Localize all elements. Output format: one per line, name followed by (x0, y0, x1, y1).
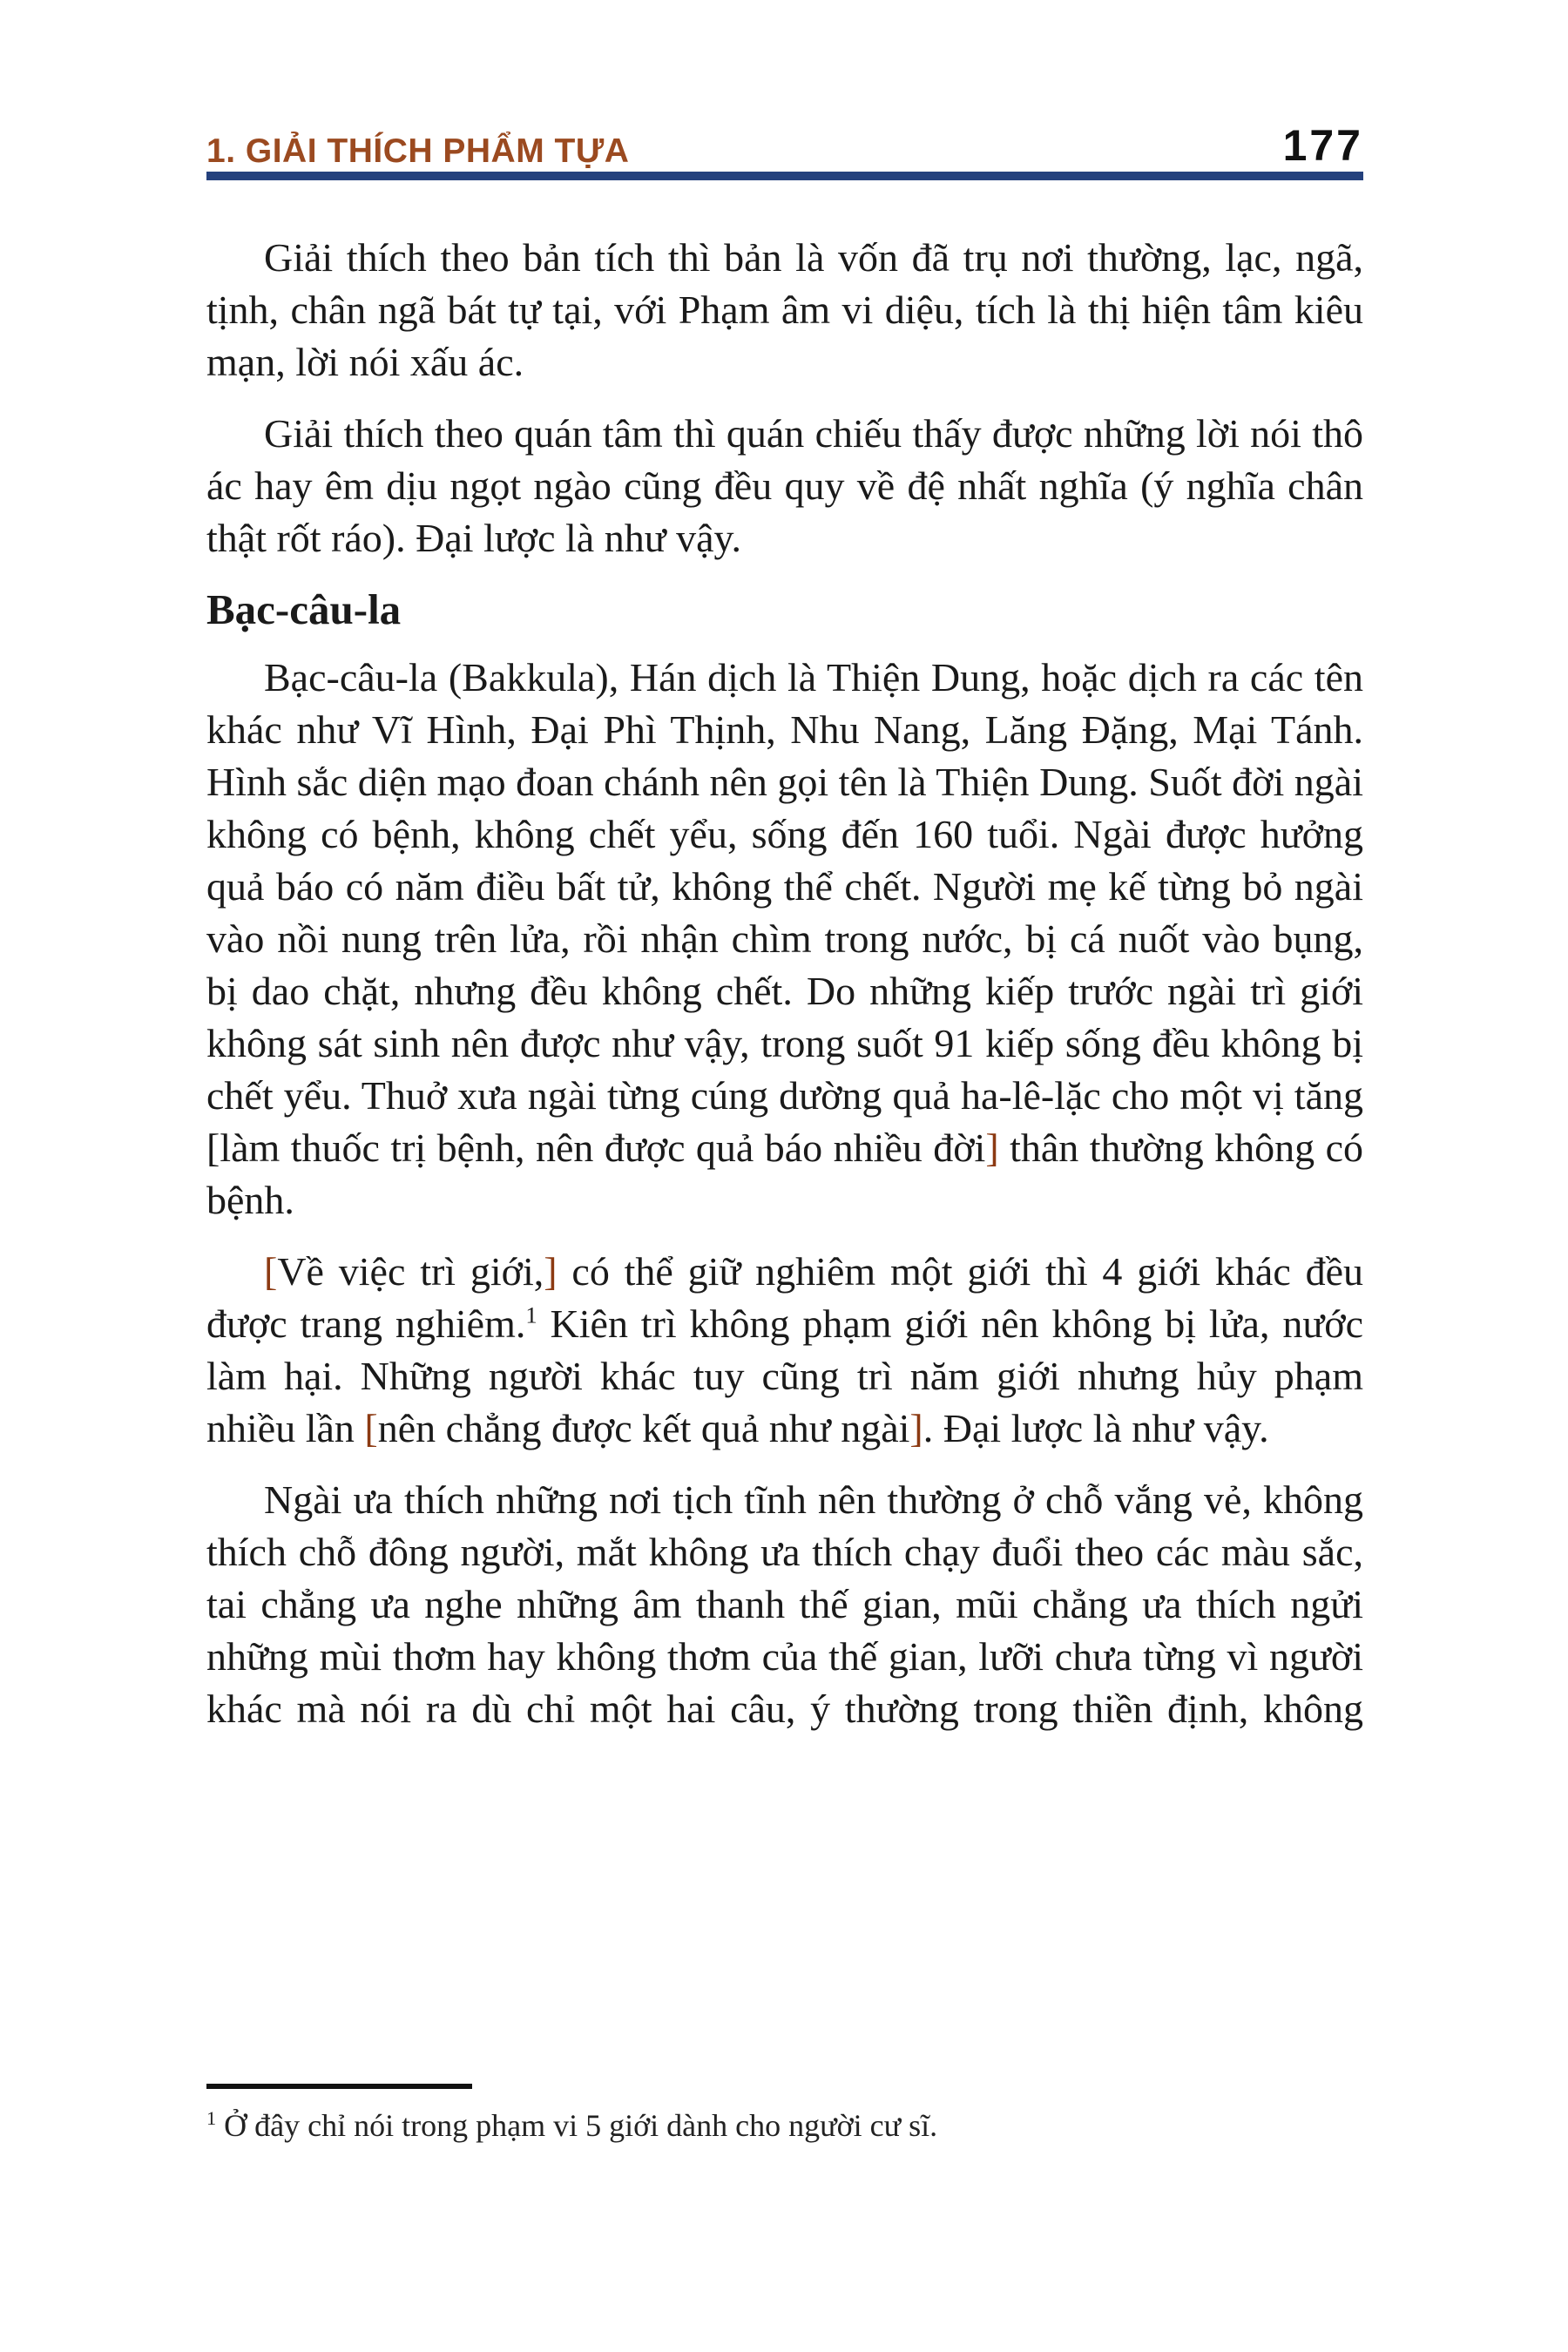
running-header-title: 1. GIẢI THÍCH PHẨM TỰA (206, 132, 630, 170)
body-text (206, 232, 1363, 1735)
section-heading: Bạc-câu-la (206, 585, 402, 633)
bracket-mark: ] (909, 1406, 923, 1450)
bracket-mark: ] (544, 1249, 558, 1294)
page-number: 177 (1282, 121, 1363, 170)
paragraph: Ngài ưa thích những nơi tịch tĩnh nên thường ở chỗ vắng vẻ, không thích chỗ đông người, mắt không ưa thích chạy đuổi theo các màu sắc, tai chẳng ưa nghe những âm thanh thế gian, mũi chẳng ưa thích ngửi những mùi thơm hay không thơm của thế gian, lưỡi chưa từng vì người khác mà nói ra dù chỉ một hai câu, ý thường trong thiền định, không (206, 1477, 1363, 1731)
footnote (206, 2106, 1363, 2145)
bracket-mark: [ (364, 1406, 378, 1450)
paragraph: Bạc-câu-la (Bakkula), Hán dịch là Thiện Dung, hoặc dịch ra các tên khác như Vĩ Hình, Đại Phì Thịnh, Nhu Nang, Lăng Đặng, Mại Tánh. Hình sắc diện mạo đoan chánh nên gọi tên là Thiện Dung. Suốt đời ngài không có bệnh, không chết yểu, sống đến 160 tuổi. Ngài được hưởng quả báo có năm điều bất tử, không thể chết. Người mẹ kế từng bỏ ngài vào nồi nung trên lửa, rồi nhận chìm trong nước, bị cá nuốt vào bụng, bị dao chặt, nhưng đều không chết. Do những kiếp trước ngài trì giới không sát sinh nên được như vậy, trong suốt 91 kiếp sống đều không bị chết yểu. Thuở xưa ngài từng cúng dường quả ha-lê-lặc cho một vị tăng [làm thuốc trị bệnh, nên được quả báo nhiều đời] thân thường không có bệnh. (206, 655, 1363, 1222)
footnote-rule (206, 2084, 472, 2089)
footnote-ref: 1 (525, 1301, 537, 1328)
paragraph: [Về việc trì giới,] có thể giữ nghiêm một giới thì 4 giới khác đều được trang nghiêm.$^1$ Kiên trì không phạm giới nên không bị lửa, nước làm hại. Những người khác tuy cũng trì năm giới nhưng hủy phạm nhiều lần [nên chẳng được kết quả như ngài]. Đại lược là như vậy. (206, 1249, 1363, 1450)
bracket-mark: [ (264, 1249, 278, 1294)
paragraph: Giải thích theo bản tích thì bản là vốn đã trụ nơi thường, lạc, ngã, tịnh, chân ngã bát tự tại, với Phạm âm vi diệu, tích là thị hiện tâm kiêu mạn, lời nói xấu ác. (206, 235, 1363, 384)
page-header (206, 120, 1363, 171)
bracket-mark: ] (985, 1125, 999, 1170)
footnote-block (206, 2084, 1363, 2145)
footnote-text: Ở đây chỉ nói trong phạm vi 5 giới dành cho người cư sĩ. (216, 2108, 938, 2143)
footnote-marker: 1 (206, 2107, 217, 2129)
header-rule (206, 172, 1363, 180)
paragraph: Giải thích theo quán tâm thì quán chiếu thấy được những lời nói thô ác hay êm dịu ngọt ngào cũng đều quy về đệ nhất nghĩa (ý nghĩa chân thật rốt ráo). Đại lược là như vậy. (206, 411, 1363, 560)
